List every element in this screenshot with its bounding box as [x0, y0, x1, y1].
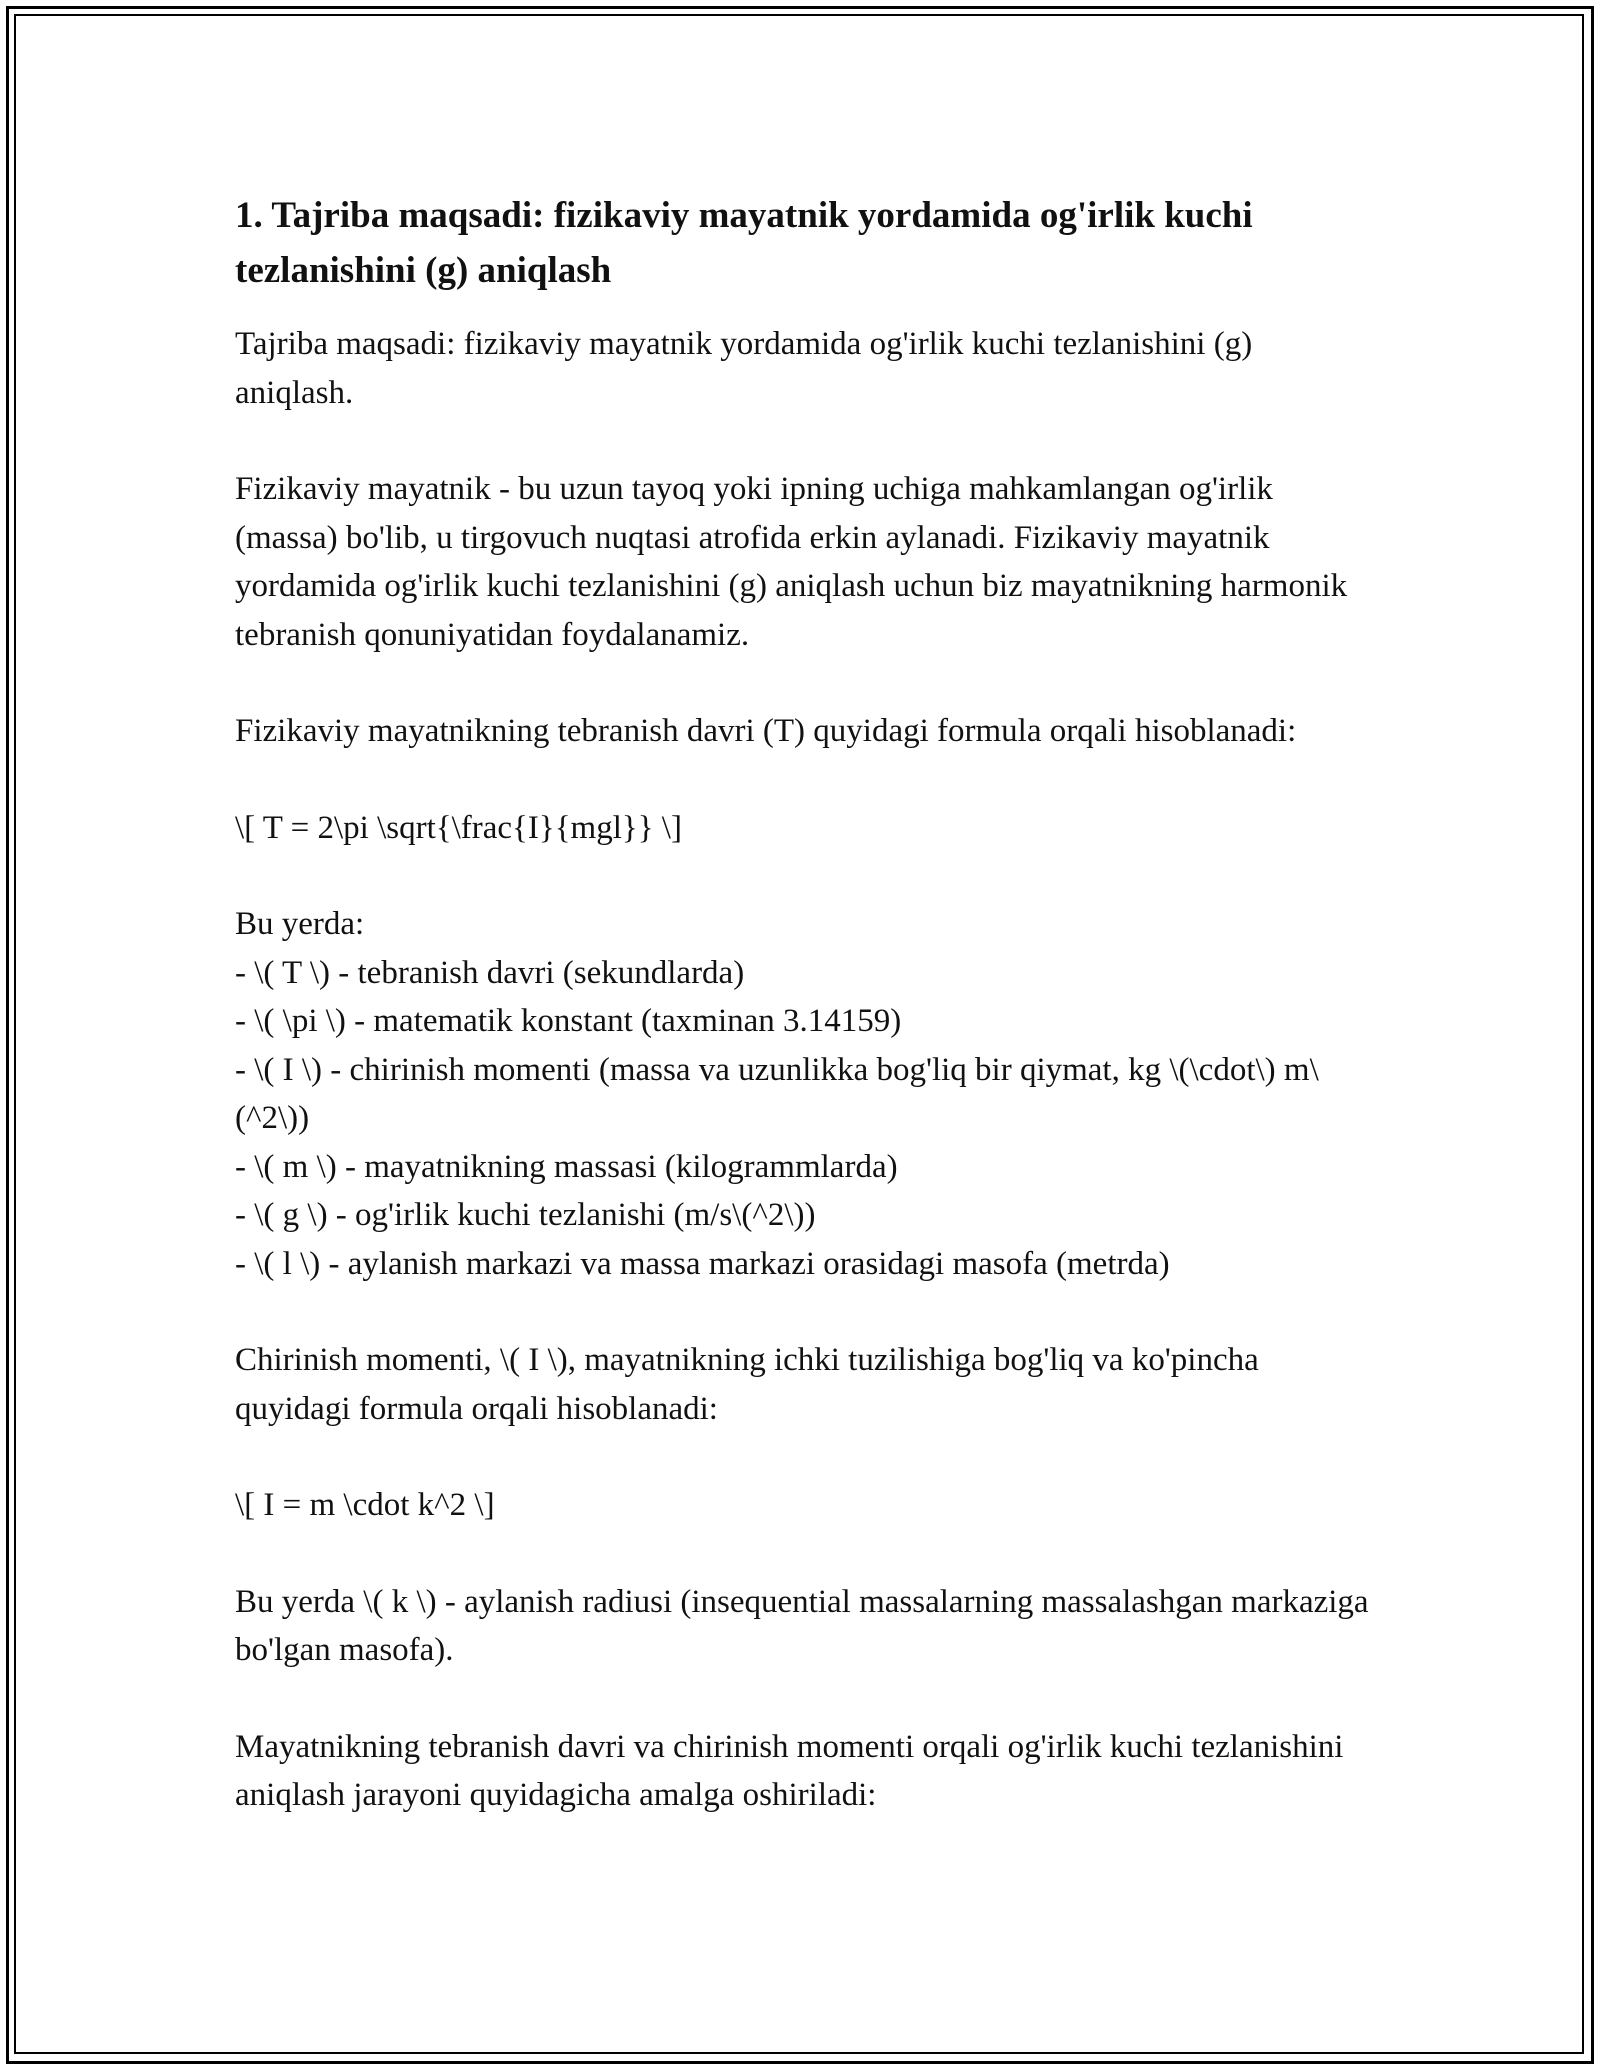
- paragraph-process-intro: Mayatnikning tebranish davri va chirinish momenti orqali og'irlik kuchi tezlanishini aniqlash jarayoni quyidagicha amalga oshiriladi:: [235, 1728, 1344, 1813]
- formula-period: \[ T = 2\pi \sqrt{\frac{I}{mgl}} \]: [235, 809, 682, 846]
- document-body: [235, 188, 1370, 1868]
- paragraph-period-intro: Fizikaviy mayatnikning tebranish davri (T) quyidagi formula orqali hisoblanadi:: [235, 713, 1297, 749]
- definition-item: - \( I \) - chirinish momenti (massa va uzunlikka bog'liq bir qiymat, kg \(\cdot\) m\(^2\)): [235, 1051, 1319, 1136]
- document-title: 1. Tajriba maqsadi: fizikaviy mayatnik yordamida og'irlik kuchi tezlanishini (g) aniqlash: [235, 195, 1253, 291]
- definition-item: - \( m \) - mayatnikning massasi (kilogrammlarda): [235, 1148, 898, 1185]
- definition-item: - \( T \) - tebranish davri (sekundlarda): [235, 954, 745, 991]
- paragraph-physical-pendulum: Fizikaviy mayatnik - bu uzun tayoq yoki ipning uchiga mahkamlangan og'irlik (massa) bo'lib, u tirgovuch nuqtasi atrofida erkin aylanadi. Fizikaviy mayatnik yordamida og'irlik kuchi tezlanishini (g) aniqlash uchun biz mayatnikning harmonik tebranish qonuniyatidan foydalanamiz.: [235, 471, 1348, 653]
- definition-item: - \( g \) - og'irlik kuchi tezlanishi (m/s\(^2\)): [235, 1197, 816, 1233]
- paragraph-aim: Tajriba maqsadi: fizikaviy mayatnik yordamida og'irlik kuchi tezlanishini (g) aniqlash.: [235, 326, 1253, 411]
- formula-moment-of-inertia: \[ I = m \cdot k^2 \]: [235, 1487, 495, 1523]
- definition-item: - \( l \) - aylanish markazi va massa markazi orasidagi masofa (metrda): [235, 1245, 1170, 1282]
- definitions-intro: Bu yerda:: [235, 906, 365, 942]
- paragraph-radius-definition: Bu yerda \( k \) - aylanish radiusi (insequential massalarning massalashgan markaziga bo'lgan masofa).: [235, 1583, 1369, 1668]
- paragraph-moment-of-inertia: Chirinish momenti, \( I \), mayatnikning ichki tuzilishiga bog'liq va ko'pincha quyidagi formula orqali hisoblanadi:: [235, 1342, 1259, 1427]
- definitions-list: [235, 900, 1370, 1288]
- definition-item: - \( \pi \) - matematik konstant (taxminan 3.14159): [235, 1003, 902, 1039]
